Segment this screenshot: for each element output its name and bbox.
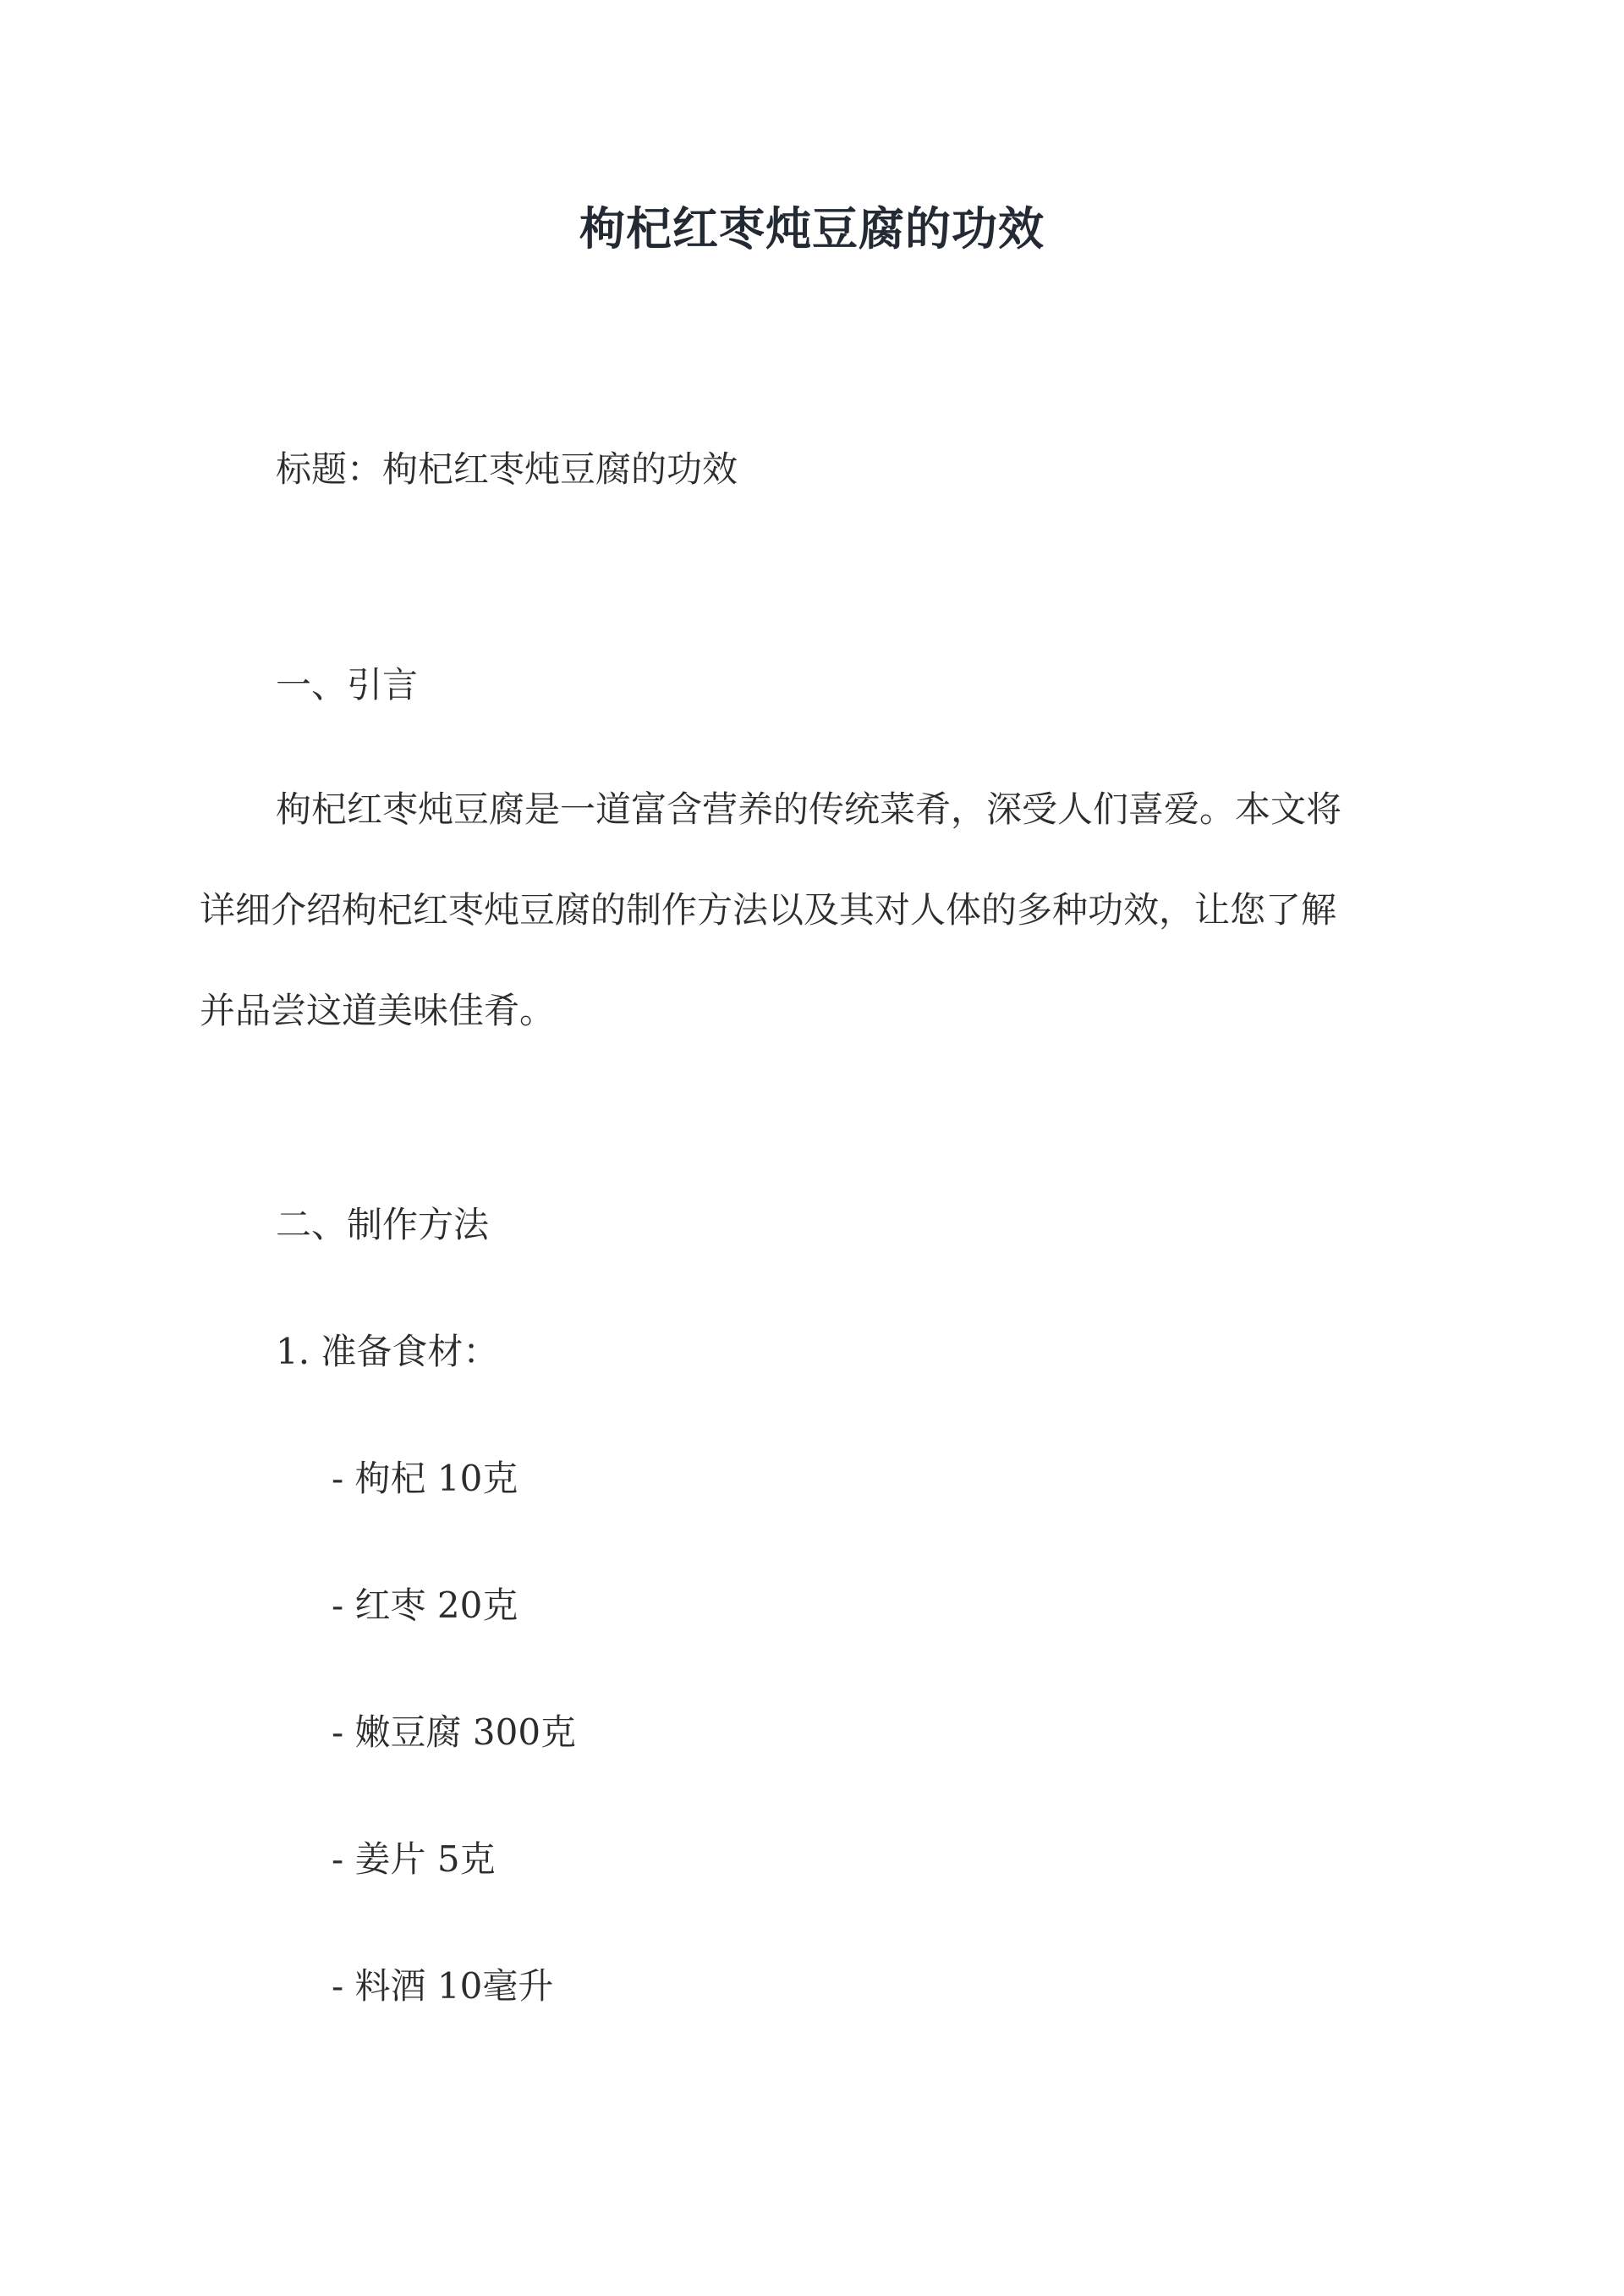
ingredient-item: - 枸杞 10克 — [332, 1458, 518, 1499]
paragraph-line: 并品尝这道美味佳肴。 — [200, 990, 556, 1031]
step-heading: 1. 准备食材： — [276, 1331, 499, 1372]
section-heading-introduction: 一、引言 — [276, 664, 419, 706]
document-title: 枸杞红枣炖豆腐的功效 — [579, 201, 1045, 255]
subject-line: 标题：枸杞红枣炖豆腐的功效 — [276, 448, 738, 490]
section-heading-method: 二、制作方法 — [276, 1204, 490, 1245]
paragraph-line: 详细介绍枸杞红枣炖豆腐的制作方法以及其对人体的多种功效，让您了解 — [200, 889, 1337, 931]
ingredient-item: - 姜片 5克 — [332, 1838, 496, 1880]
ingredient-item: - 红枣 20克 — [332, 1585, 518, 1626]
ingredient-item: - 嫩豆腐 300克 — [332, 1711, 577, 1753]
paragraph-line: 枸杞红枣炖豆腐是一道富含营养的传统菜肴，深受人们喜爱。本文将 — [276, 788, 1342, 830]
ingredient-item: - 料酒 10毫升 — [332, 1965, 554, 2007]
